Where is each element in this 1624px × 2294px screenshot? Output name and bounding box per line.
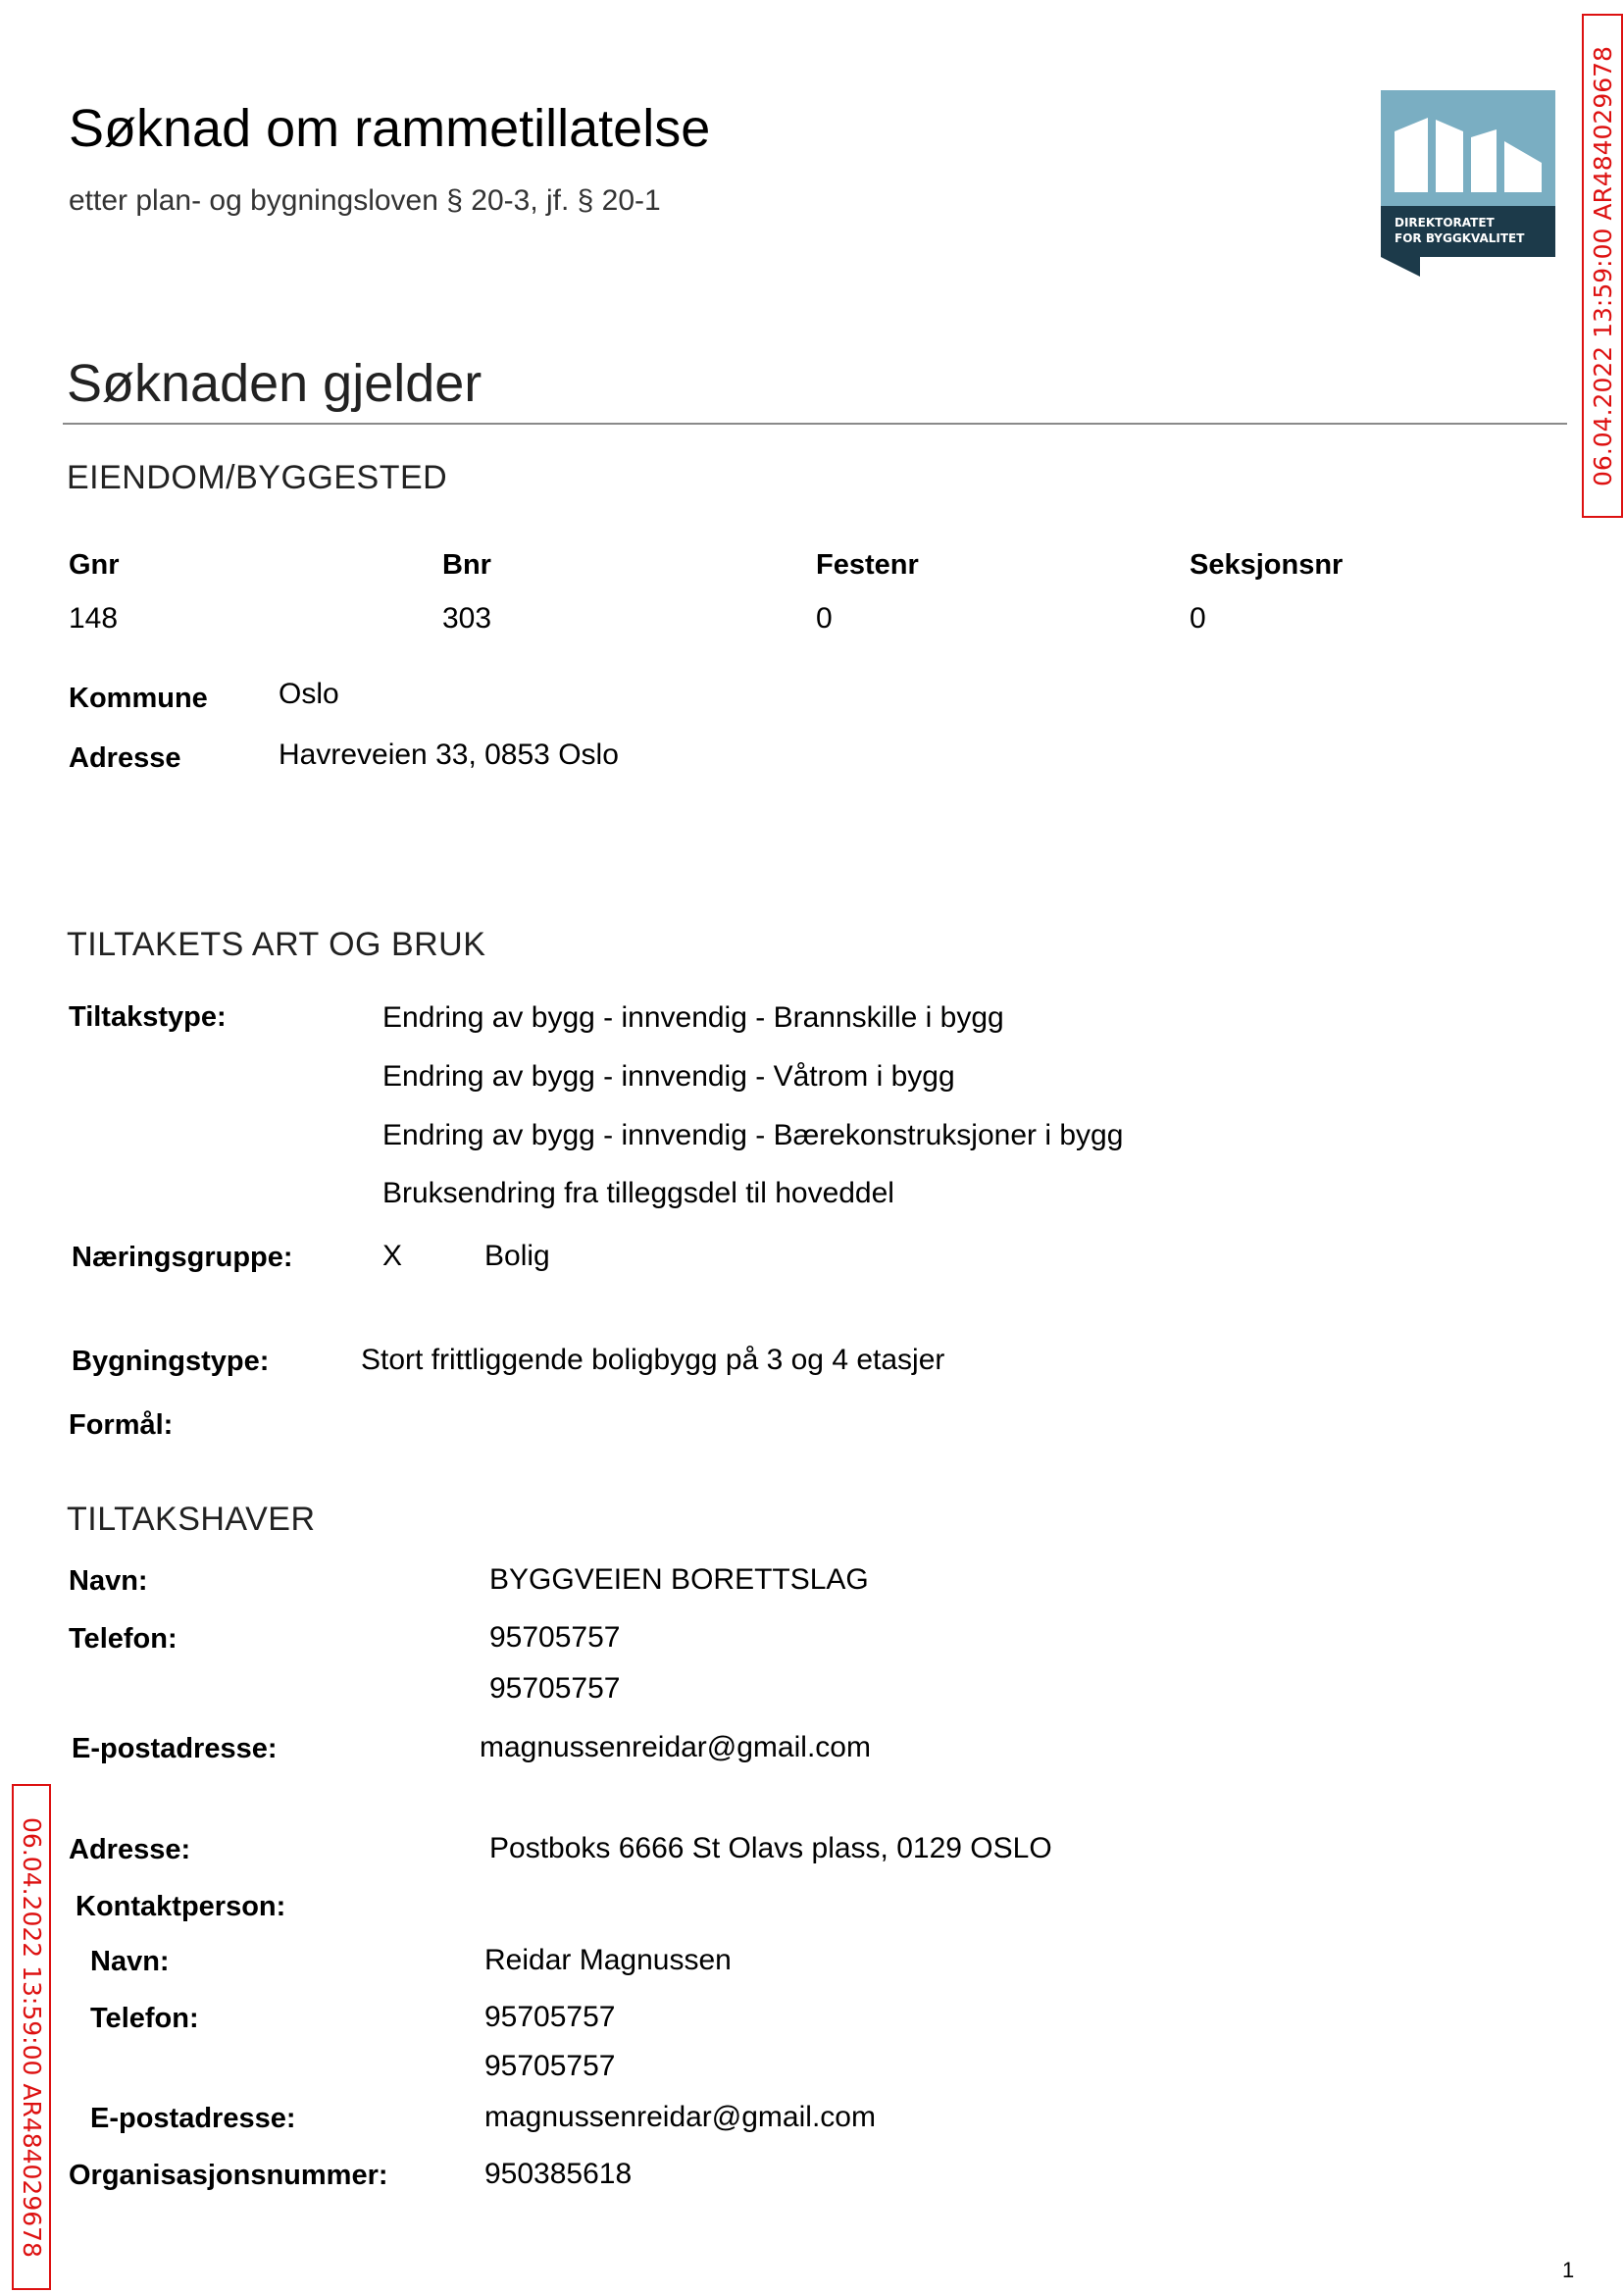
orgnr-value: 950385618 — [484, 2158, 633, 2190]
tiltakstype-item: Endring av bygg - innvendig - Bærekonstruksjoner i bygg — [382, 1119, 1124, 1151]
kontakt-navn-value: Reidar Magnussen — [484, 1944, 732, 1976]
archive-stamp-top — [1582, 14, 1623, 518]
bygningstype-value: Stort frittliggende boligbygg på 3 og 4 etasjer — [361, 1344, 945, 1376]
tiltakstype-item: Endring av bygg - innvendig - Våtrom i bygg — [382, 1060, 955, 1093]
tiltakstype-item: Endring av bygg - innvendig - Brannskille i bygg — [382, 1001, 1004, 1034]
tiltakstype-label: Tiltakstype: — [69, 1001, 227, 1033]
tiltakshaver-epost-label: E-postadresse: — [72, 1733, 278, 1764]
archive-stamp-bottom — [12, 1784, 51, 2290]
tiltakshaver-navn-label: Navn: — [69, 1565, 148, 1597]
gnr-value: 148 — [69, 602, 119, 635]
document-subtitle: etter plan- og bygningsloven § 20-3, jf. § 20-1 — [69, 184, 661, 217]
bnr-value: 303 — [442, 602, 492, 635]
gnr-label: Gnr — [69, 549, 120, 581]
adresse-label: Adresse — [69, 742, 181, 774]
kommune-label: Kommune — [69, 683, 208, 714]
stamp-text: 06.04.2022 13:59:00 AR484029678 — [17, 1816, 46, 2258]
tiltakshaver-telefon-value: 95705757 — [489, 1621, 621, 1654]
bygningstype-label: Bygningstype: — [72, 1346, 270, 1377]
tiltakstype-item: Bruksendring fra tilleggsdel til hoveddel — [382, 1177, 894, 1209]
kontaktperson-label: Kontaktperson: — [76, 1891, 286, 1922]
formaal-label: Formål: — [69, 1409, 174, 1441]
naeringsgruppe-label: Næringsgruppe: — [72, 1242, 293, 1273]
naeringsgruppe-code: X — [382, 1240, 403, 1272]
tiltakshaver-epost-value: magnussenreidar@gmail.com — [480, 1731, 871, 1763]
stamp-text: 06.04.2022 13:59:00 AR484029678 — [1588, 45, 1617, 486]
tiltakshaver-telefon-value: 95705757 — [489, 1672, 621, 1705]
main-heading: Søknaden gjelder — [67, 354, 482, 413]
festenr-label: Festenr — [816, 549, 919, 581]
kontakt-telefon-value: 95705757 — [484, 2001, 616, 2033]
logo-text-2: FOR BYGGKVALITET — [1395, 231, 1525, 245]
document-title: Søknad om rammetillatelse — [69, 99, 711, 158]
seksjonsnr-label: Seksjonsnr — [1190, 549, 1344, 581]
bnr-label: Bnr — [442, 549, 491, 581]
tiltakshaver-navn-value: BYGGVEIEN BORETTSLAG — [489, 1563, 869, 1596]
kontakt-navn-label: Navn: — [90, 1946, 170, 1977]
tiltakshaver-adresse-label: Adresse: — [69, 1834, 191, 1865]
section-title-eiendom: EIENDOM/BYGGESTED — [67, 459, 448, 496]
adresse-value: Havreveien 33, 0853 Oslo — [279, 739, 619, 771]
page-number: 1 — [1562, 2258, 1575, 2282]
kontakt-telefon-value: 95705757 — [484, 2050, 616, 2082]
tiltakshaver-adresse-value: Postboks 6666 St Olavs plass, 0129 OSLO — [489, 1832, 1052, 1864]
festenr-value: 0 — [816, 602, 833, 635]
tiltakshaver-telefon-label: Telefon: — [69, 1623, 178, 1655]
dibk-logo — [1381, 90, 1555, 277]
logo-text-1: DIREKTORATET — [1395, 216, 1495, 229]
seksjonsnr-value: 0 — [1190, 602, 1206, 635]
heading-divider — [63, 423, 1567, 425]
naeringsgruppe-value: Bolig — [484, 1240, 550, 1272]
kontakt-epost-value: magnussenreidar@gmail.com — [484, 2101, 876, 2133]
orgnr-label: Organisasjonsnummer: — [69, 2160, 388, 2191]
section-title-tiltakshaver: TILTAKSHAVER — [67, 1501, 316, 1538]
section-title-tiltak: TILTAKETS ART OG BRUK — [67, 926, 486, 963]
dibk-logo-icon — [1381, 90, 1555, 277]
kontakt-telefon-label: Telefon: — [90, 2003, 199, 2034]
kontakt-epost-label: E-postadresse: — [90, 2103, 296, 2134]
kommune-value: Oslo — [279, 678, 339, 710]
